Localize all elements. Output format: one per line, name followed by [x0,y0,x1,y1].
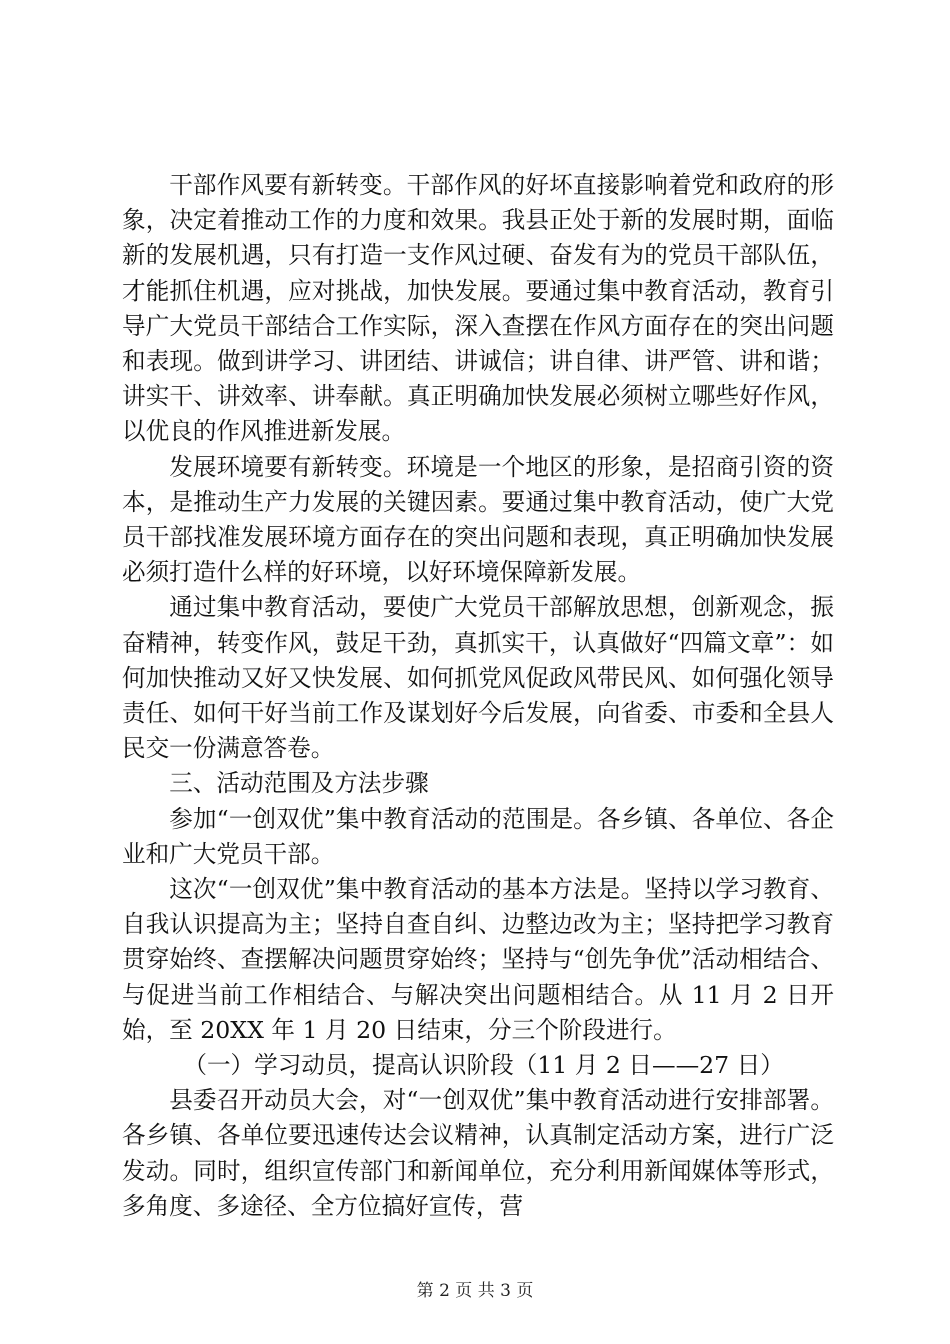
page-number-footer: 第 2 页 共 3 页 [416,1281,534,1301]
section-heading: 三、活动范围及方法步骤 [169,769,429,798]
paragraph-scope: 参加“一创双优”集中教育活动的范围是。各乡镇、各单位、各企业和广大党员干部。 [122,804,834,868]
paragraph-environment: 发展环境要有新转变。环境是一个地区的形象，是招商引资的资本，是推动生产力发展的关键因素。要通过集中教育活动，使广大党员干部找准发展环境方面存在的突出问题和表现，真正明确加快发展必须打造什么样的好环境，以好环境保障新发展。 [122,452,834,587]
paragraph-cadre-style: 干部作风要有新转变。干部作风的好坏直接影响着党和政府的形象，决定着推动工作的力度和效果。我县正处于新的发展时期，面临新的发展机遇，只有打造一支作风过硬、奋发有为的党员干部队伍，才能抓住机遇，应对挑战，加快发展。要通过集中教育活动，教育引导广大党员干部结合工作实际，深入查摆在作风方面存在的突出问题和表现。做到讲学习、讲团结、讲诚信；讲自律、讲严管、讲和谐；讲实干、讲效率、讲奉献。真正明确加快发展必须树立哪些好作风，以优良的作风推进新发展。 [122,171,834,446]
stage-heading: （一）学习动员，提高认识阶段（11 月 2 日——27 日） [183,1051,784,1080]
paragraph-stage-one: 县委召开动员大会，对“一创双优”集中教育活动进行安排部署。各乡镇、各单位要迅速传达会议精神，认真制定活动方案，进行广泛发动。同时，组织宣传部门和新闻单位，充分利用新闻媒体等形式，多角度、多途径、全方位搞好宣传，营 [122,1086,834,1220]
paragraph-method: 这次“一创双优”集中教育活动的基本方法是。坚持以学习教育、自我认识提高为主；坚持自查自纠、边整边改为主；坚持把学习教育贯穿始终、查摆解决问题贯穿始终；坚持与“创先争优”活动相结合、与促进当前工作相结合、与解决突出问题相结合。从 11 月 2 日开始，至 20XX 年 1 月 20 日结束，分三个阶段进行。 [122,875,834,1044]
document-body [122,168,834,1224]
paragraph-goals: 通过集中教育活动，要使广大党员干部解放思想，创新观念，振奋精神，转变作风，鼓足干劲，真抓实干，认真做好“四篇文章”：如何加快推动又好又快发展、如何抓党风促政风带民风、如何强化领导责任、如何干好当前工作及谋划好今后发展，向省委、市委和全县人民交一份满意答卷。 [122,593,834,763]
